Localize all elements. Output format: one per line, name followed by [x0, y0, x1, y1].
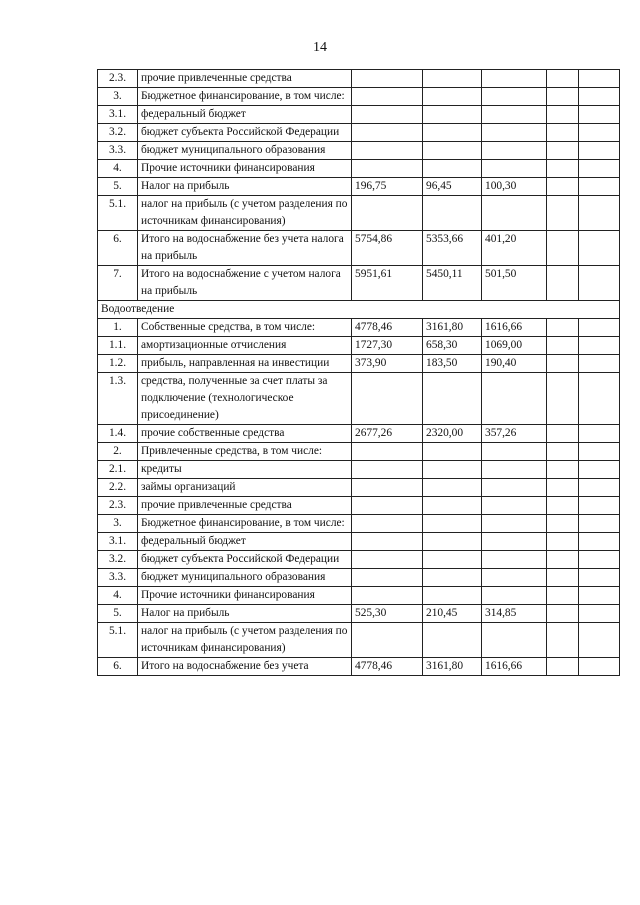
table-row	[98, 605, 620, 623]
value-cell-5	[579, 337, 620, 355]
value-cell-3	[482, 587, 547, 605]
table-row	[98, 533, 620, 551]
value-cell-3: 357,26	[482, 425, 547, 443]
value-cell-4	[547, 266, 579, 301]
value-cell-5	[579, 355, 620, 373]
value-cell-4	[547, 533, 579, 551]
row-name-cell: Собственные средства, в том числе:	[138, 319, 352, 337]
value-cell-5	[579, 587, 620, 605]
value-cell-1: 2677,26	[352, 425, 423, 443]
value-cell-2	[423, 515, 482, 533]
value-cell-1	[352, 142, 423, 160]
table-row	[98, 142, 620, 160]
row-number-cell: 2.3.	[98, 497, 138, 515]
value-cell-1	[352, 479, 423, 497]
value-cell-4	[547, 443, 579, 461]
row-name-cell: Налог на прибыль	[138, 605, 352, 623]
value-cell-1	[352, 196, 423, 231]
value-cell-5	[579, 425, 620, 443]
value-cell-2	[423, 443, 482, 461]
row-number-cell: 4.	[98, 160, 138, 178]
value-cell-3	[482, 623, 547, 658]
value-cell-1	[352, 106, 423, 124]
table-row	[98, 124, 620, 142]
value-cell-1	[352, 533, 423, 551]
value-cell-3	[482, 373, 547, 425]
row-name-cell: бюджет субъекта Российской Федерации	[138, 551, 352, 569]
value-cell-5	[579, 533, 620, 551]
value-cell-4	[547, 373, 579, 425]
row-name-cell: прибыль, направленная на инвестиции	[138, 355, 352, 373]
row-name-cell: Итого на водоснабжение с учетом налога на прибыль	[138, 266, 352, 301]
value-cell-3	[482, 196, 547, 231]
value-cell-4	[547, 605, 579, 623]
table-row	[98, 497, 620, 515]
value-cell-4	[547, 160, 579, 178]
value-cell-2	[423, 160, 482, 178]
table-row	[98, 373, 620, 425]
value-cell-5	[579, 142, 620, 160]
value-cell-5	[579, 658, 620, 676]
value-cell-2	[423, 623, 482, 658]
value-cell-5	[579, 160, 620, 178]
value-cell-1: 5754,86	[352, 231, 423, 266]
row-number-cell: 5.1.	[98, 196, 138, 231]
row-number-cell: 3.3.	[98, 142, 138, 160]
value-cell-1	[352, 124, 423, 142]
value-cell-1	[352, 461, 423, 479]
value-cell-3	[482, 160, 547, 178]
value-cell-5	[579, 623, 620, 658]
row-name-cell: прочие привлеченные средства	[138, 70, 352, 88]
row-name-cell: Бюджетное финансирование, в том числе:	[138, 88, 352, 106]
row-name-cell: кредиты	[138, 461, 352, 479]
row-number-cell: 3.	[98, 88, 138, 106]
value-cell-1: 1727,30	[352, 337, 423, 355]
row-number-cell: 1.3.	[98, 373, 138, 425]
value-cell-4	[547, 551, 579, 569]
row-number-cell: 1.	[98, 319, 138, 337]
table-row	[98, 569, 620, 587]
value-cell-4	[547, 106, 579, 124]
value-cell-1	[352, 587, 423, 605]
value-cell-3	[482, 551, 547, 569]
value-cell-3: 1069,00	[482, 337, 547, 355]
value-cell-1	[352, 443, 423, 461]
value-cell-4	[547, 587, 579, 605]
table-row	[98, 70, 620, 88]
value-cell-3: 501,50	[482, 266, 547, 301]
value-cell-3	[482, 515, 547, 533]
row-number-cell: 3.3.	[98, 569, 138, 587]
value-cell-5	[579, 196, 620, 231]
row-number-cell: 3.2.	[98, 124, 138, 142]
value-cell-5	[579, 373, 620, 425]
table-row	[98, 658, 620, 676]
row-name-cell: Привлеченные средства, в том числе:	[138, 443, 352, 461]
row-name-cell: налог на прибыль (с учетом разделения по источникам финансирования)	[138, 196, 352, 231]
value-cell-4	[547, 623, 579, 658]
row-number-cell: 3.2.	[98, 551, 138, 569]
row-name-cell: амортизационные отчисления	[138, 337, 352, 355]
row-name-cell: федеральный бюджет	[138, 533, 352, 551]
table-row	[98, 479, 620, 497]
value-cell-5	[579, 88, 620, 106]
value-cell-4	[547, 658, 579, 676]
value-cell-2: 3161,80	[423, 658, 482, 676]
table-row	[98, 106, 620, 124]
row-number-cell: 4.	[98, 587, 138, 605]
row-name-cell: Бюджетное финансирование, в том числе:	[138, 515, 352, 533]
value-cell-3: 100,30	[482, 178, 547, 196]
table-row	[98, 587, 620, 605]
value-cell-4	[547, 355, 579, 373]
value-cell-3	[482, 497, 547, 515]
table-row	[98, 337, 620, 355]
row-name-cell: бюджет муниципального образования	[138, 569, 352, 587]
table-row	[98, 355, 620, 373]
value-cell-1: 4778,46	[352, 658, 423, 676]
row-name-cell: федеральный бюджет	[138, 106, 352, 124]
value-cell-1	[352, 551, 423, 569]
value-cell-2	[423, 124, 482, 142]
table-row	[98, 266, 620, 301]
table-row	[98, 425, 620, 443]
value-cell-4	[547, 569, 579, 587]
value-cell-3	[482, 106, 547, 124]
value-cell-4	[547, 497, 579, 515]
value-cell-2: 183,50	[423, 355, 482, 373]
row-number-cell: 2.2.	[98, 479, 138, 497]
value-cell-2: 5450,11	[423, 266, 482, 301]
value-cell-2: 658,30	[423, 337, 482, 355]
section-title: Водоотведение	[98, 301, 620, 319]
row-number-cell: 1.1.	[98, 337, 138, 355]
value-cell-2	[423, 106, 482, 124]
value-cell-3	[482, 479, 547, 497]
value-cell-4	[547, 425, 579, 443]
value-cell-2	[423, 569, 482, 587]
row-name-cell: средства, полученные за счет платы за подключение (технологическое присоединение)	[138, 373, 352, 425]
value-cell-3	[482, 70, 547, 88]
value-cell-3	[482, 461, 547, 479]
table-row	[98, 623, 620, 658]
table-row	[98, 160, 620, 178]
value-cell-1	[352, 160, 423, 178]
value-cell-2	[423, 196, 482, 231]
value-cell-3: 314,85	[482, 605, 547, 623]
value-cell-1: 5951,61	[352, 266, 423, 301]
value-cell-5	[579, 497, 620, 515]
value-cell-3	[482, 443, 547, 461]
row-name-cell: займы организаций	[138, 479, 352, 497]
row-number-cell: 3.1.	[98, 533, 138, 551]
value-cell-5	[579, 461, 620, 479]
value-cell-2	[423, 497, 482, 515]
value-cell-5	[579, 178, 620, 196]
value-cell-2: 5353,66	[423, 231, 482, 266]
row-name-cell: Итого на водоснабжение без учета	[138, 658, 352, 676]
row-number-cell: 2.	[98, 443, 138, 461]
value-cell-5	[579, 515, 620, 533]
row-number-cell: 3.1.	[98, 106, 138, 124]
value-cell-1	[352, 373, 423, 425]
value-cell-1	[352, 70, 423, 88]
row-name-cell: бюджет субъекта Российской Федерации	[138, 124, 352, 142]
row-number-cell: 2.3.	[98, 70, 138, 88]
value-cell-3: 1616,66	[482, 658, 547, 676]
investment-table	[97, 69, 620, 676]
value-cell-2	[423, 479, 482, 497]
row-name-cell: прочие собственные средства	[138, 425, 352, 443]
value-cell-1	[352, 569, 423, 587]
table-row	[98, 551, 620, 569]
value-cell-1	[352, 623, 423, 658]
row-number-cell: 3.	[98, 515, 138, 533]
table-body	[98, 70, 620, 676]
value-cell-3	[482, 124, 547, 142]
value-cell-3: 401,20	[482, 231, 547, 266]
value-cell-3	[482, 88, 547, 106]
row-number-cell: 7.	[98, 266, 138, 301]
value-cell-5	[579, 479, 620, 497]
row-name-cell: налог на прибыль (с учетом разделения по источникам финансирования)	[138, 623, 352, 658]
value-cell-2	[423, 587, 482, 605]
value-cell-4	[547, 461, 579, 479]
value-cell-5	[579, 551, 620, 569]
value-cell-4	[547, 196, 579, 231]
value-cell-2: 3161,80	[423, 319, 482, 337]
value-cell-5	[579, 266, 620, 301]
value-cell-2	[423, 551, 482, 569]
table-row	[98, 319, 620, 337]
value-cell-4	[547, 70, 579, 88]
row-name-cell: Итого на водоснабжение без учета налога на прибыль	[138, 231, 352, 266]
value-cell-2: 210,45	[423, 605, 482, 623]
value-cell-2: 96,45	[423, 178, 482, 196]
value-cell-4	[547, 142, 579, 160]
value-cell-5	[579, 319, 620, 337]
value-cell-5	[579, 443, 620, 461]
value-cell-2	[423, 461, 482, 479]
row-number-cell: 1.2.	[98, 355, 138, 373]
row-number-cell: 6.	[98, 231, 138, 266]
section-header-row	[98, 301, 620, 319]
row-number-cell: 2.1.	[98, 461, 138, 479]
value-cell-1: 196,75	[352, 178, 423, 196]
table-row	[98, 231, 620, 266]
value-cell-4	[547, 479, 579, 497]
value-cell-5	[579, 569, 620, 587]
value-cell-4	[547, 337, 579, 355]
table-row	[98, 88, 620, 106]
value-cell-2	[423, 70, 482, 88]
value-cell-1: 525,30	[352, 605, 423, 623]
value-cell-4	[547, 124, 579, 142]
value-cell-3: 190,40	[482, 355, 547, 373]
value-cell-2	[423, 88, 482, 106]
row-number-cell: 5.1.	[98, 623, 138, 658]
value-cell-5	[579, 231, 620, 266]
value-cell-2: 2320,00	[423, 425, 482, 443]
value-cell-1: 4778,46	[352, 319, 423, 337]
value-cell-4	[547, 178, 579, 196]
row-name-cell: прочие привлеченные средства	[138, 497, 352, 515]
value-cell-5	[579, 106, 620, 124]
value-cell-4	[547, 88, 579, 106]
value-cell-3	[482, 533, 547, 551]
value-cell-1: 373,90	[352, 355, 423, 373]
value-cell-1	[352, 497, 423, 515]
value-cell-1	[352, 88, 423, 106]
value-cell-1	[352, 515, 423, 533]
value-cell-2	[423, 533, 482, 551]
row-number-cell: 5.	[98, 605, 138, 623]
value-cell-3: 1616,66	[482, 319, 547, 337]
value-cell-3	[482, 569, 547, 587]
table-row	[98, 178, 620, 196]
value-cell-4	[547, 231, 579, 266]
row-name-cell: Налог на прибыль	[138, 178, 352, 196]
value-cell-5	[579, 70, 620, 88]
value-cell-5	[579, 124, 620, 142]
value-cell-3	[482, 142, 547, 160]
row-name-cell: Прочие источники финансирования	[138, 160, 352, 178]
value-cell-4	[547, 515, 579, 533]
value-cell-4	[547, 319, 579, 337]
table-row	[98, 196, 620, 231]
value-cell-2	[423, 142, 482, 160]
row-name-cell: Прочие источники финансирования	[138, 587, 352, 605]
value-cell-5	[579, 605, 620, 623]
table-row	[98, 461, 620, 479]
page-number: 14	[313, 40, 327, 55]
value-cell-2	[423, 373, 482, 425]
row-number-cell: 5.	[98, 178, 138, 196]
row-number-cell: 1.4.	[98, 425, 138, 443]
row-number-cell: 6.	[98, 658, 138, 676]
table-row	[98, 515, 620, 533]
row-name-cell: бюджет муниципального образования	[138, 142, 352, 160]
table-row	[98, 443, 620, 461]
